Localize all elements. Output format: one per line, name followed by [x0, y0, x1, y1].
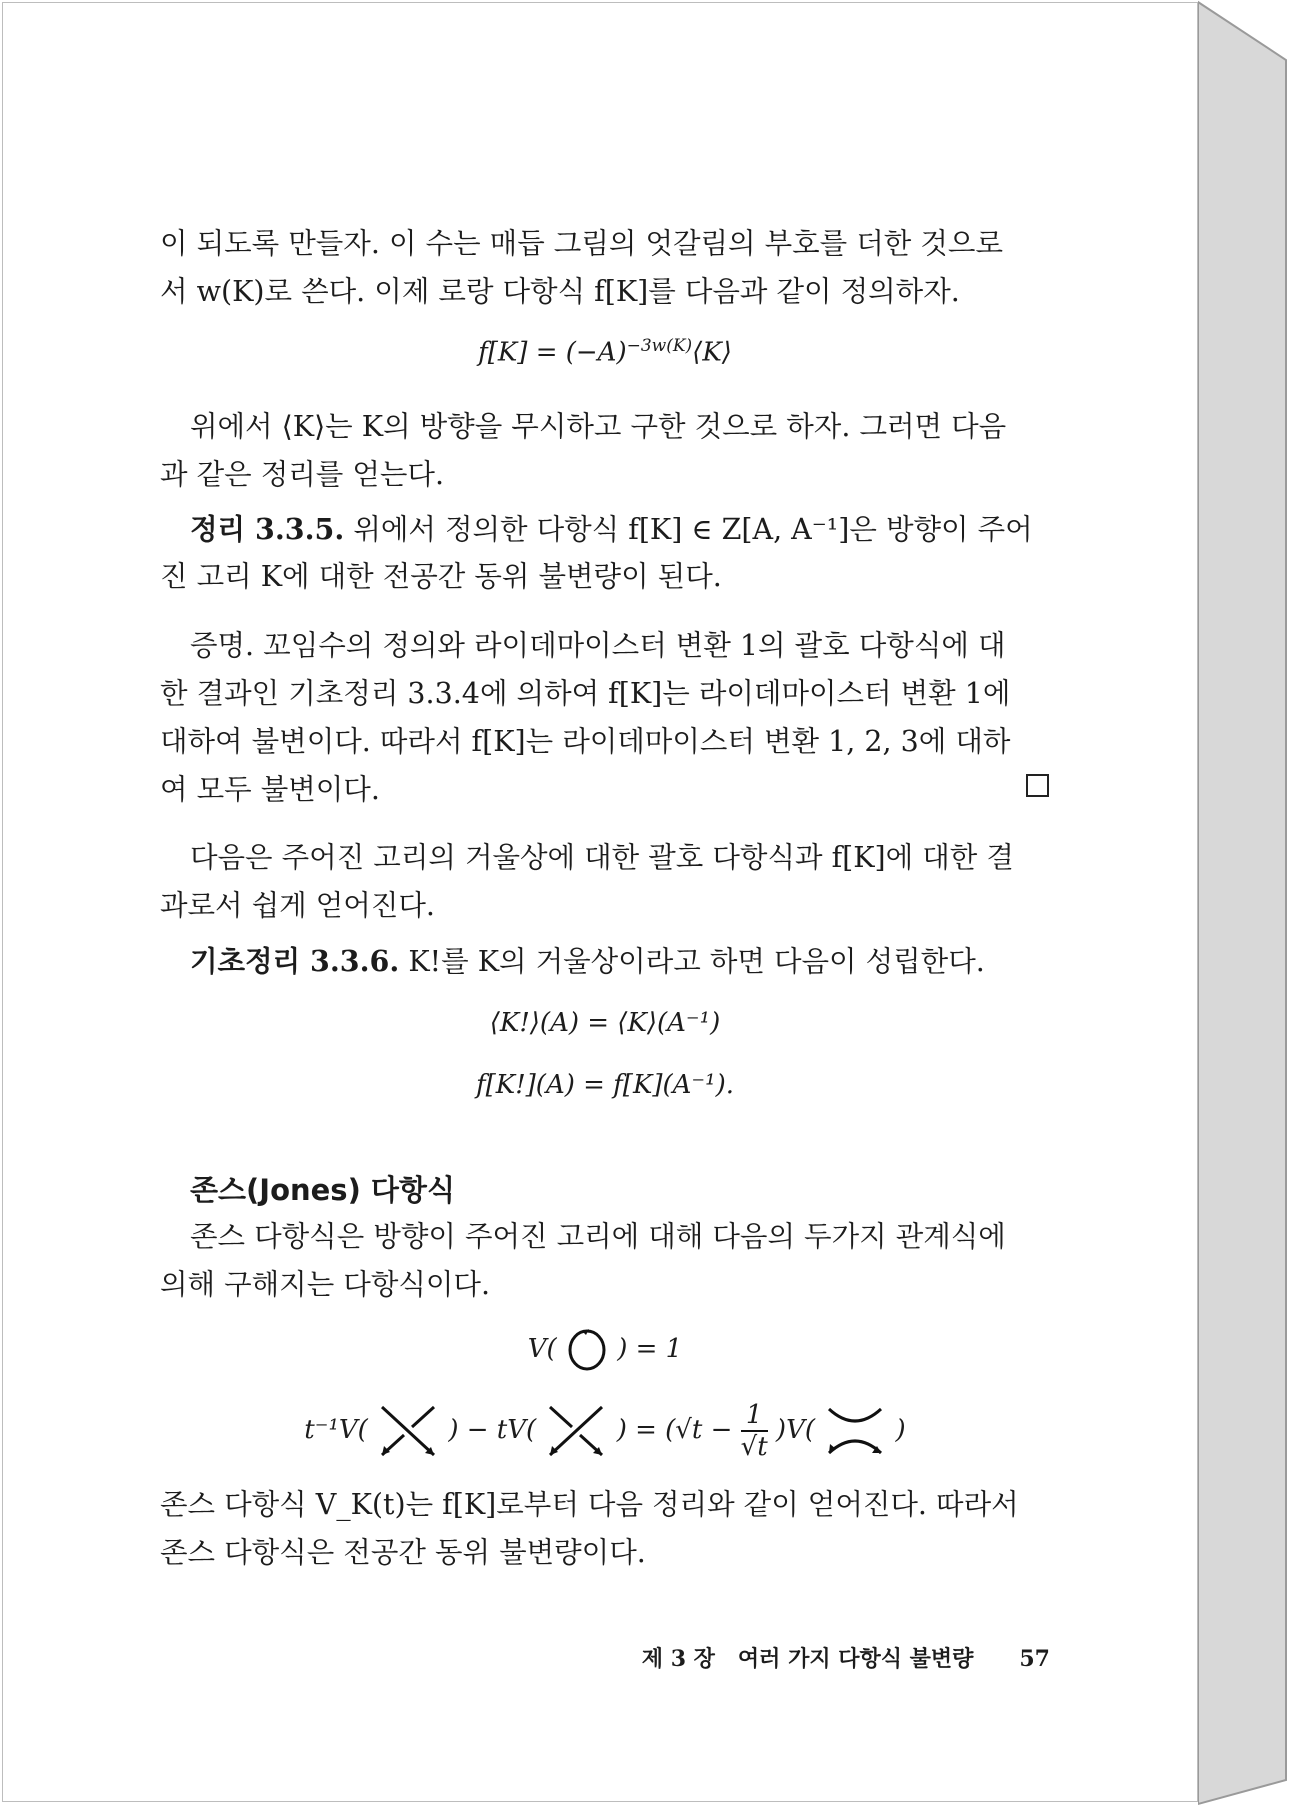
- qed-box-icon: [1026, 774, 1049, 797]
- proof-line: 증명. 꼬임수의 정의와 라이데마이스터 변환 1의 괄호 다항식에 대: [190, 629, 1006, 662]
- book-spine: [1198, 0, 1290, 1806]
- negative-crossing-icon: [544, 1401, 608, 1461]
- paragraph-line: 다음은 주어진 고리의 거울상에 대한 괄호 다항식과 f[K]에 대한 결: [190, 841, 1014, 874]
- smoothing-icon: [823, 1401, 887, 1461]
- page-number: 57: [1019, 1646, 1050, 1672]
- equation-mirror-f: f[K!](A) = f[K](A⁻¹).: [476, 1070, 734, 1100]
- footer-chapter: 제 3 장 여러 가지 다항식 불변량: [641, 1646, 974, 1672]
- theorem-label: 정리 3.3.5.: [190, 512, 345, 546]
- equation-unknot: V( ) = 1: [160, 1327, 1050, 1373]
- paragraph-line: 존스 다항식은 전공간 동위 불변량이다.: [160, 1536, 646, 1569]
- theorem-line: 진 고리 K에 대한 전공간 동위 불변량이 된다.: [160, 560, 722, 593]
- paragraph-line: 과 같은 정리를 얻는다.: [160, 458, 445, 491]
- fraction: $\frac{1}{√t}$: [740, 1400, 768, 1462]
- proof-line: 대하여 불변이다. 따라서 f[K]는 라이데마이스터 변환 1, 2, 3에 대하: [160, 725, 1011, 758]
- paragraph-line: 존스 다항식 V_K(t)는 f[K]로부터 다음 정리와 같이 얻어진다. 따라서: [160, 1488, 1019, 1521]
- section-title: 존스(Jones) 다항식: [190, 1173, 455, 1207]
- running-footer: [620, 1616, 1050, 1673]
- paragraph-line: 이 되도록 만들자. 이 수는 매듭 그림의 엇갈림의 부호를 더한 것으로: [160, 227, 1003, 260]
- unknot-circle-icon: [565, 1327, 609, 1373]
- equation-mirror-bracket: ⟨K!⟩(A) = ⟨K⟩(A⁻¹): [489, 1008, 721, 1038]
- paragraph-line: 의해 구해지는 다항식이다.: [160, 1268, 491, 1301]
- paragraph-line: 존스 다항식은 방향이 주어진 고리에 대해 다음의 두가지 관계식에: [190, 1220, 1006, 1253]
- paragraph-line: 과로서 쉽게 얻어진다.: [160, 889, 435, 922]
- proof-line: 한 결과인 기초정리 3.3.4에 의하여 f[K]는 라이데마이스터 변환 1에: [160, 677, 1011, 710]
- theorem-line: 정리 3.3.5. 위에서 정의한 다항식 f[K] ∈ Z[A, A⁻¹]은 방향이 주어: [190, 512, 1033, 546]
- positive-crossing-icon: [376, 1401, 440, 1461]
- equation-fk: $f[K] = (-A)^{-3w(K)}⟨K⟩$: [478, 336, 732, 368]
- paragraph-line: 위에서 ⟨K⟩는 K의 방향을 무시하고 구한 것으로 하자. 그러면 다음: [190, 410, 1007, 443]
- proof-line: 여 모두 불변이다.: [160, 773, 380, 806]
- lemma-label: 기초정리 3.3.6.: [190, 944, 400, 978]
- lemma-line: 기초정리 3.3.6. K!를 K의 거울상이라고 하면 다음이 성립한다.: [190, 944, 985, 978]
- equation-skein: t⁻¹V( ) − tV( ) = (√t − $\frac{1}{√t}$ )V( ): [304, 1400, 906, 1462]
- paragraph-line: 서 w(K)로 쓴다. 이제 로랑 다항식 f[K]를 다음과 같이 정의하자.: [160, 275, 960, 308]
